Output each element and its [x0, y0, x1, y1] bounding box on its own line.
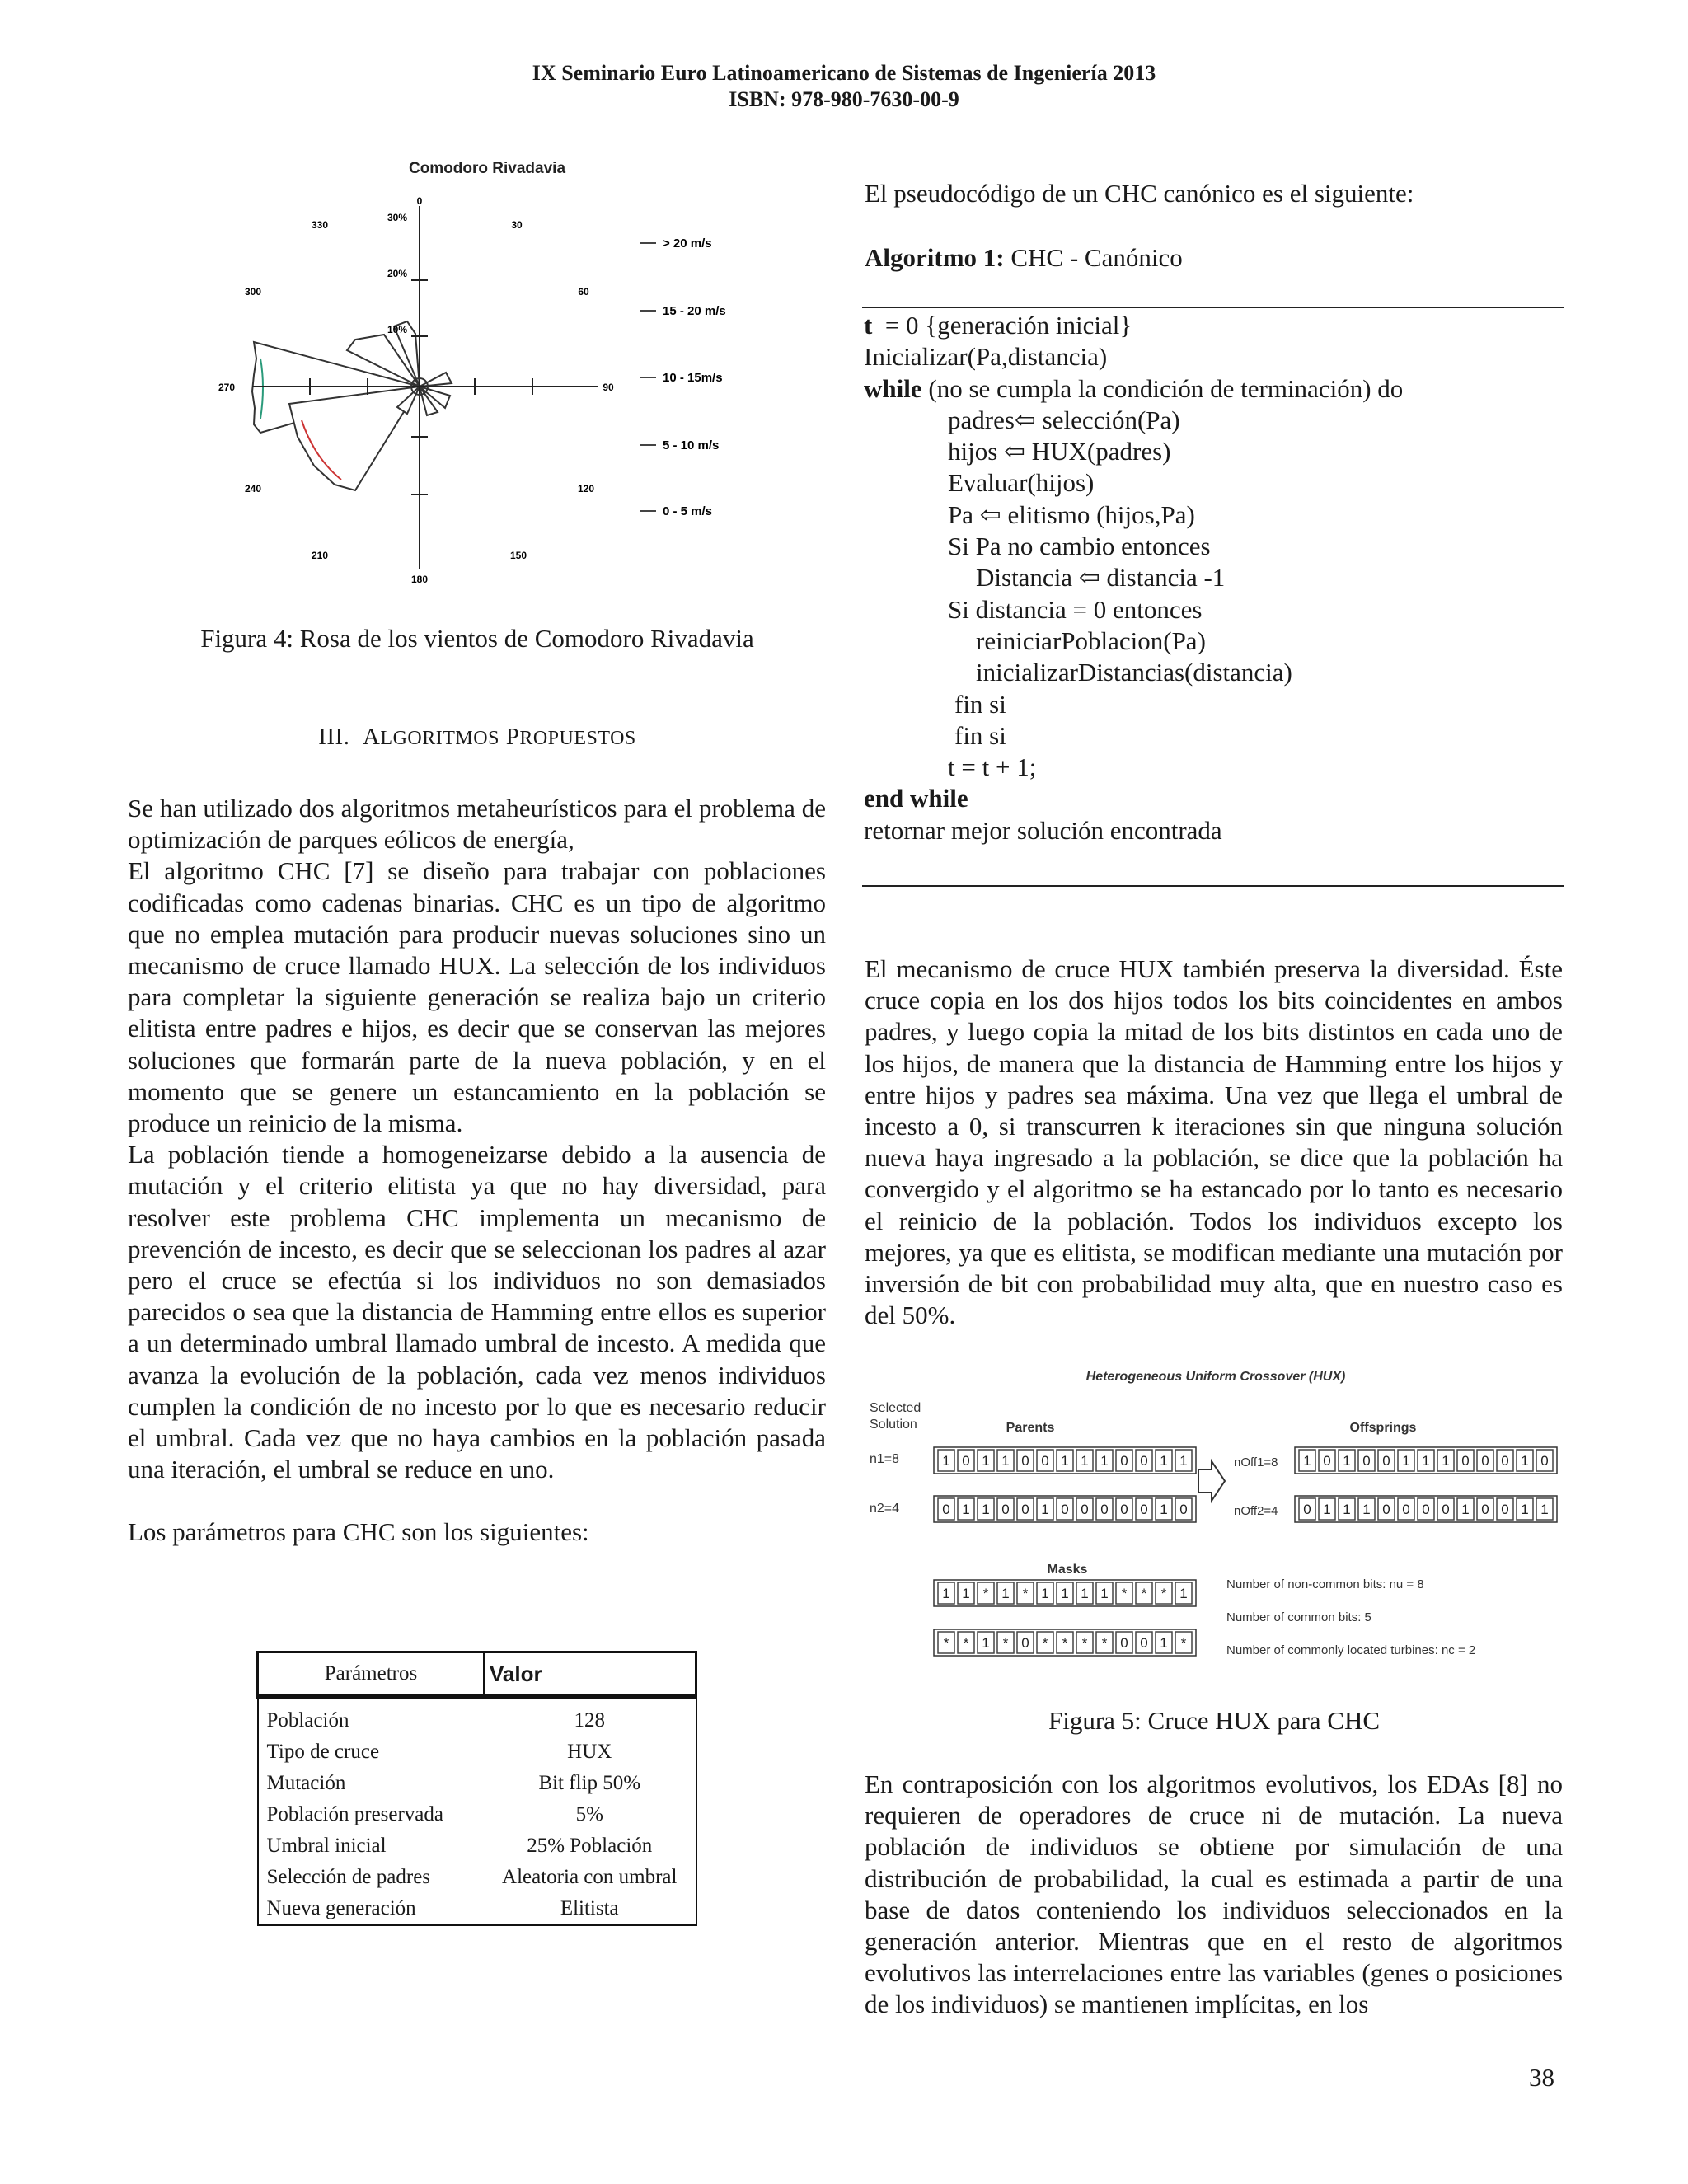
section-heading: III. ALGORITMOS PROPUESTOS: [318, 724, 636, 750]
hux-parent2-bit: 0: [1001, 1502, 1010, 1517]
hux-bit-grid: [934, 1447, 1557, 1656]
hux-mask2-bit: 0: [1021, 1635, 1029, 1651]
algorithm-top-rule: [862, 307, 1564, 308]
left-column-text: [128, 793, 826, 1549]
windrose-dir-150: 150: [509, 550, 528, 561]
hux-parent2-bit: 0: [1100, 1502, 1109, 1517]
hux-mask2-bit: *: [1002, 1635, 1009, 1651]
hux-parents-label: Parents: [1006, 1421, 1055, 1435]
hux-parent1-bit: 1: [1100, 1453, 1109, 1469]
hux-mask1-bit: *: [1121, 1586, 1128, 1601]
hux-figure: [865, 1364, 1566, 1673]
pseudocode-intro: El pseudocódigo de un CHC canónico es el siguiente:: [865, 179, 1414, 208]
windrose-title: Comodoro Rivadavia: [408, 160, 566, 177]
parameters-table: [256, 1651, 697, 1926]
algo-line: Evaluar(hijos): [948, 468, 1095, 498]
algo-line: Distancia ⇦ distancia -1: [976, 563, 1226, 593]
windrose-dir-330: 330: [311, 219, 329, 231]
windrose-ring-20: 20%: [387, 268, 408, 279]
section-number: III.: [318, 724, 350, 750]
hux-offspring2-bit: 0: [1442, 1502, 1450, 1517]
windrose-dir-60: 60: [578, 286, 589, 298]
figure-5-caption: Figura 5: Cruce HUX para CHC: [1048, 1706, 1381, 1735]
hux-parent2-bit: 0: [1120, 1502, 1128, 1517]
hux-parent1-bit: 1: [982, 1453, 990, 1469]
windrose-dir-90: 90: [603, 382, 614, 393]
hux-paragraph: El mecanismo de cruce HUX también preserva la diversidad. Éste cruce copia en los dos hijos todos los bits coincidentes en ambos padres, y luego copia la mitad de los bits distintos en cada uno de los hijos, de manera que la distancia de Hamming entre los hijos y entre hijos y padres sea máxima. Una vez que llega el umbral de incesto a 0, si transcurren k iteraciones sin que ninguna solución nueva haya ingresado a la población, se dice que la población ha convergido y el algoritmo se ha estancado por lo tanto es necesario el reinicio de la población. Todos los individuos excepto los mejores, ya que es elitista, se modifican mediante una mutación por inversión de bit con probabilidad muy alta, que en nuestro caso es del 50%.: [865, 954, 1563, 1330]
hux-parent1-bit: 1: [1081, 1453, 1089, 1469]
hux-offspring1-bit: 0: [1382, 1453, 1390, 1469]
hux-offspring2-bit: 0: [1501, 1502, 1509, 1517]
windrose-legend-4: 5 - 10 m/s: [663, 438, 720, 452]
hux-offspring1-bit: 1: [1343, 1453, 1351, 1469]
hux-parent2-bit: 0: [942, 1502, 950, 1517]
windrose-ring-10: 10%: [387, 324, 408, 335]
hux-mask1-bit: 1: [942, 1586, 950, 1601]
windrose-dir-0: 0: [416, 195, 423, 207]
hux-offspring1-bit: 0: [1540, 1453, 1549, 1469]
hux-offspring2-bit: 0: [1402, 1502, 1410, 1517]
hux-mask2-bit: *: [1081, 1635, 1088, 1651]
windrose-legend-5: 0 - 5 m/s: [663, 504, 713, 518]
page-number: 38: [1529, 2063, 1554, 2092]
hux-mask2-bit: *: [943, 1635, 950, 1651]
hux-offspring1-bit: 0: [1481, 1453, 1489, 1469]
windrose-legend-3: 10 - 15m/s: [663, 371, 723, 385]
hux-mask1-bit: *: [982, 1586, 989, 1601]
paragraph: El algoritmo CHC [7] se diseño para trabajar con poblaciones codificadas como cadenas binarias. CHC es un tipo de algoritmo que no emplea mutación para producir nuevas soluciones sino un mecanismo de cruce llamado HUX. La selección de los individuos para completar la siguiente generación se realiza bajo un criterio elitista entre padres e hijos, es decir que se conservan las mejores soluciones que formarán parte de la nueva población, y en el momento que se genere un estancamiento en la población se produce un reinicio de la misma.: [128, 856, 826, 1138]
hux-parent2-bit: 0: [1081, 1502, 1089, 1517]
header-isbn: ISBN: 978-980-7630-00-9: [729, 87, 959, 111]
algo-line: fin si: [954, 689, 1006, 719]
hux-mask2-bit: *: [1062, 1635, 1068, 1651]
hux-offspring1-bit: 0: [1362, 1453, 1371, 1469]
hux-parent1-bit: 0: [1021, 1453, 1029, 1469]
algo-line: retornar mejor solución encontrada: [864, 815, 1222, 845]
algo-line: hijos ⇦ HUX(padres): [948, 437, 1171, 466]
hux-note-1: Number of non-common bits: nu = 8: [1226, 1577, 1424, 1591]
hux-parent1-bit: 1: [1160, 1453, 1168, 1469]
windrose-dir-270: 270: [218, 382, 236, 393]
hux-mask1-bit: 1: [1081, 1586, 1089, 1601]
hux-offsprings-label: Offsprings: [1349, 1421, 1417, 1435]
windrose-dir-30: 30: [511, 219, 523, 231]
hux-offspring1-bit: 1: [1442, 1453, 1450, 1469]
hux-offspring1-bit: 1: [1422, 1453, 1430, 1469]
hux-parent2-bit: 1: [1041, 1502, 1049, 1517]
hux-offspring1-bit: 1: [1303, 1453, 1311, 1469]
table-row: Mutación Bit flip 50%: [266, 1772, 641, 1794]
table-row: Nueva generación Elitista: [266, 1897, 619, 1919]
hux-parent1-bit: 0: [1120, 1453, 1128, 1469]
paragraph: Se han utilizado dos algoritmos metaheurísticos para el problema de optimización de parques eólicos de energía,: [128, 794, 826, 855]
hux-parent2-bit: 0: [1179, 1502, 1188, 1517]
hux-n1: n1=8: [870, 1452, 900, 1466]
algo-line: while (no se cumpla la condición de terminación) do: [864, 373, 1404, 403]
hux-parent1-bit: 1: [1061, 1453, 1069, 1469]
hux-note-2: Number of common bits: 5: [1226, 1610, 1372, 1624]
hux-offspring2-bit: 0: [1481, 1502, 1489, 1517]
hux-offspring2-bit: 0: [1422, 1502, 1430, 1517]
hux-parent2-bit: 1: [982, 1502, 990, 1517]
hux-arrow-icon: [1198, 1461, 1225, 1501]
running-header: [0, 60, 1688, 113]
hux-mask1-bit: 1: [1100, 1586, 1109, 1601]
hux-mask2-bit: 1: [1160, 1635, 1168, 1651]
hux-offspring2-bit: 1: [1323, 1502, 1331, 1517]
windrose-dir-210: 210: [311, 550, 329, 561]
hux-parent1-bit: 0: [1041, 1453, 1049, 1469]
windrose-dir-300: 300: [244, 286, 262, 298]
hux-mask1-bit: *: [1022, 1586, 1029, 1601]
hux-mask2-bit: 0: [1140, 1635, 1148, 1651]
algo-line: Inicializar(Pa,distancia): [864, 342, 1108, 372]
table-row: Umbral inicial 25% Población: [266, 1835, 653, 1857]
windrose-dir-120: 120: [577, 483, 595, 494]
hux-parent1-bit: 1: [1001, 1453, 1010, 1469]
algo-line: Si distancia = 0 entonces: [948, 594, 1203, 624]
hux-mask2-bit: *: [1180, 1635, 1187, 1651]
hux-mask1-bit: *: [1141, 1586, 1147, 1601]
hux-selected-l1: Selected: [870, 1401, 921, 1415]
hux-title: Heterogeneous Uniform Crossover (HUX): [1085, 1370, 1346, 1384]
hux-mask1-bit: 1: [1179, 1586, 1188, 1601]
windrose-legend-1: > 20 m/s: [663, 237, 712, 251]
algorithm-bottom-rule: [862, 885, 1564, 887]
table-row: Población preservada 5%: [266, 1803, 603, 1825]
algo-line: reiniciarPoblacion(Pa): [976, 626, 1206, 655]
table-header-valor: Valor: [484, 1652, 696, 1697]
table-row: Población 128: [266, 1709, 605, 1732]
hux-note-3: Number of commonly located turbines: nc = 2: [1226, 1643, 1476, 1657]
hux-parent2-bit: 1: [962, 1502, 970, 1517]
hux-offspring1-bit: 0: [1461, 1453, 1470, 1469]
hux-parent2-bit: 0: [1021, 1502, 1029, 1517]
header-conference: IX Seminario Euro Latinoamericano de Sistemas de Ingeniería 2013: [532, 61, 1156, 85]
table-row: Tipo de cruce HUX: [266, 1741, 612, 1763]
windrose-dir-180: 180: [410, 574, 429, 585]
algo-line: padres⇦ selección(Pa): [948, 405, 1180, 434]
hux-mask2-bit: *: [963, 1635, 969, 1651]
hux-mask1-bit: 1: [962, 1586, 970, 1601]
algo-line: inicializarDistancias(distancia): [976, 658, 1292, 687]
hux-parent1-bit: 0: [1140, 1453, 1148, 1469]
hux-mask1-bit: 1: [1061, 1586, 1069, 1601]
hux-offspring2-bit: 1: [1540, 1502, 1549, 1517]
figure-4-caption: Figura 4: Rosa de los vientos de Comodoro Rivadavia: [200, 624, 754, 653]
hux-mask1-bit: 1: [1041, 1586, 1049, 1601]
hux-offspring2-bit: 1: [1521, 1502, 1529, 1517]
algo-line: Pa ⇦ elitismo (hijos,Pa): [948, 499, 1195, 529]
hux-mask1-bit: *: [1160, 1586, 1167, 1601]
hux-parent1-bit: 1: [942, 1453, 950, 1469]
windrose-figure: [211, 157, 755, 593]
hux-offspring2-bit: 0: [1382, 1502, 1390, 1517]
hux-parent1-bit: 1: [1179, 1453, 1188, 1469]
hux-offspring2-bit: 0: [1303, 1502, 1311, 1517]
hux-offspring1-bit: 0: [1501, 1453, 1509, 1469]
paragraph: La población tiende a homogeneizarse debido a la ausencia de mutación y el criterio elitista ya que no hay diversidad, para resolver este problema CHC implementa un mecanismo de prevención de incesto, es decir que se seleccionan los padres al azar pero el cruce se efectúa si los individuos no son demasiados parecidos o sea que la distancia de Hamming entre ellos es superior a un determinado umbral llamado umbral de incesto. A medida que avanza la evolución de la población, cada vez menos individuos cumplen la condición de no incesto por lo que es necesario reducir el umbral. Cada vez que no haya cambios en la población pasada una iteración, el umbral se reduce en uno.: [128, 1140, 826, 1484]
hux-parent2-bit: 0: [1061, 1502, 1069, 1517]
hux-parent2-bit: 0: [1140, 1502, 1148, 1517]
hux-offspring1-bit: 1: [1402, 1453, 1410, 1469]
paragraph: Los parámetros para CHC son los siguientes:: [128, 1517, 589, 1547]
algorithm-title: Algoritmo 1: CHC - Canónico: [865, 243, 1183, 272]
table-header-parametros: Parámetros: [258, 1652, 485, 1697]
windrose-legend-2: 15 - 20 m/s: [663, 304, 726, 318]
hux-noff2: nOff2=4: [1234, 1504, 1278, 1518]
hux-noff1: nOff1=8: [1234, 1455, 1278, 1469]
algo-line: end while: [864, 784, 968, 813]
hux-mask2-bit: *: [1042, 1635, 1048, 1651]
hux-parent1-bit: 0: [962, 1453, 970, 1469]
hux-offspring2-bit: 1: [1343, 1502, 1351, 1517]
hux-selected-l2: Solution: [870, 1418, 917, 1432]
hux-n2: n2=4: [870, 1502, 900, 1516]
windrose-ring-30: 30%: [387, 212, 408, 223]
hux-offspring2-bit: 1: [1461, 1502, 1470, 1517]
hux-offspring2-bit: 1: [1362, 1502, 1371, 1517]
hux-masks-label: Masks: [1047, 1563, 1088, 1577]
hux-offspring1-bit: 1: [1521, 1453, 1529, 1469]
algo-line: t = 0 {generación inicial}: [864, 311, 1132, 340]
hux-mask1-bit: 1: [1001, 1586, 1010, 1601]
algo-line: Si Pa no cambio entonces: [948, 532, 1211, 561]
algo-line: fin si: [954, 720, 1006, 750]
hux-offspring1-bit: 0: [1323, 1453, 1331, 1469]
hux-mask2-bit: 1: [982, 1635, 990, 1651]
hux-mask2-bit: 0: [1120, 1635, 1128, 1651]
hux-mask2-bit: *: [1101, 1635, 1108, 1651]
hux-parent2-bit: 1: [1160, 1502, 1168, 1517]
eda-paragraph: En contraposición con los algoritmos evolutivos, los EDAs [8] no requieren de operadores de cruce ni de mutación. La nueva población de individuos se obtiene por simulación de una distribución de probabilidad, la cual es estimada a partir de una base de datos conteniendo los individuos seleccionados en la generación anterior. Mientras que en el resto de algoritmos evolutivos las interrelaciones entre las variables (genes o posiciones de los individuos) se mantienen implícitas, en los: [865, 1769, 1563, 2019]
windrose-dir-240: 240: [244, 483, 262, 494]
algorithm-pseudocode: [864, 310, 1563, 846]
algo-line: t = t + 1;: [948, 752, 1037, 782]
table-row: Selección de padres Aleatoria con umbral: [266, 1866, 678, 1888]
